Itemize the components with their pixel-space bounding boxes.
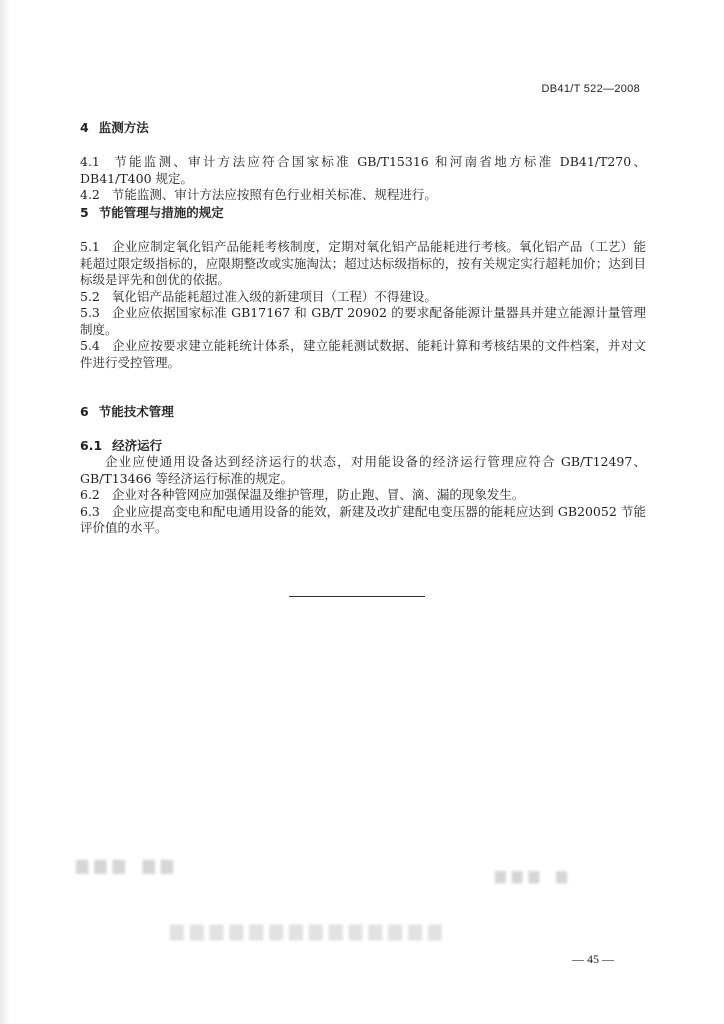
clause-number: 6.1 bbox=[80, 438, 103, 453]
clause-text: 企业应制定氧化铝产品能耗考核制度，定期对氧化铝产品能耗进行考核。氧化铝产品（工艺）能耗超过限定级指标的，应限期整改或实施淘汰；超过达标级指标的，按有关规定实行超耗加价；达到目标级是评先和创优的依据。 bbox=[80, 239, 646, 287]
section-6-number: 6 bbox=[80, 404, 89, 419]
clause-6-3 bbox=[80, 504, 646, 537]
clause-5-4 bbox=[80, 338, 646, 371]
clause-6-2 bbox=[80, 487, 646, 504]
clause-number: 6.2 bbox=[80, 487, 100, 502]
section-4 bbox=[80, 118, 646, 204]
end-of-text-rule bbox=[289, 596, 425, 597]
show-through-smudge: ▆▆▆▆▆▆▆▆▆▆▆▆▆▆ bbox=[170, 920, 448, 941]
section-4-title bbox=[80, 118, 646, 136]
clause-text: 企业应依据国家标准 GB17167 和 GB/T 20902 的要求配备能源计量器具并建立能源计量管理制度。 bbox=[80, 305, 646, 337]
sub-heading: 经济运行 bbox=[112, 438, 163, 453]
section-4-heading: 监测方法 bbox=[98, 120, 149, 135]
clause-number: 5.4 bbox=[80, 338, 100, 353]
section-5-heading: 节能管理与措施的规定 bbox=[98, 205, 224, 220]
clause-5-3 bbox=[80, 305, 646, 338]
clause-number: 5.1 bbox=[80, 239, 100, 254]
scan-edge-shadow bbox=[0, 0, 10, 1024]
clause-text: 企业应按要求建立能耗统计体系，建立能耗测试数据、能耗计算和考核结果的文件档案，并对文件进行受控管理。 bbox=[80, 338, 646, 370]
clause-number: 6.3 bbox=[80, 503, 100, 519]
clause-text: 企业应提高变电和配电通用设备的能效，新建及改扩建配电变压器的能耗应达到 GB20052 节能评价值的水平。 bbox=[80, 503, 646, 535]
section-6-title bbox=[80, 402, 646, 420]
clause-4-2 bbox=[80, 187, 646, 204]
clause-6-1-text: 企业应使通用设备达到经济运行的状态，对用能设备的经济运行管理应符合 GB/T12497、GB/T13466 等经济运行标准的规定。 bbox=[80, 454, 646, 486]
clause-number: 4.1 bbox=[80, 154, 100, 169]
clause-number: 5.3 bbox=[80, 305, 100, 320]
clause-text: 节能监测、审计方法应按照有色行业相关标准、规程进行。 bbox=[111, 187, 437, 202]
section-5 bbox=[80, 203, 646, 371]
show-through-smudge: ▆▆▆ ▆ bbox=[495, 868, 573, 884]
section-6 bbox=[80, 402, 646, 537]
clause-5-2 bbox=[80, 289, 646, 306]
clause-5-1 bbox=[80, 239, 646, 289]
clause-text: 企业对各种管网应加强保温及维护管理，防止跑、冒、滴、漏的现象发生。 bbox=[111, 487, 525, 502]
section-6-heading: 节能技术管理 bbox=[98, 404, 174, 419]
show-through-smudge: ▆▆▆ ▆▆ bbox=[76, 855, 180, 874]
clause-text: 节能监测、审计方法应符合国家标准 GB/T15316 和河南省地方标准 DB41/T270、DB41/T400 规定。 bbox=[80, 154, 646, 186]
clause-number: 5.2 bbox=[80, 288, 100, 304]
section-5-number: 5 bbox=[80, 205, 89, 220]
clause-4-1 bbox=[80, 154, 646, 187]
clause-text: 氧化铝产品能耗超过准入级的新建项目（工程）不得建设。 bbox=[111, 288, 437, 304]
page-number: — 45 — bbox=[572, 952, 614, 966]
standard-code-header: DB41/T 522—2008 bbox=[541, 83, 640, 95]
section-4-number: 4 bbox=[80, 120, 89, 135]
clause-6-1-title bbox=[80, 436, 646, 454]
section-5-title bbox=[80, 203, 646, 221]
clause-number: 4.2 bbox=[80, 187, 100, 202]
